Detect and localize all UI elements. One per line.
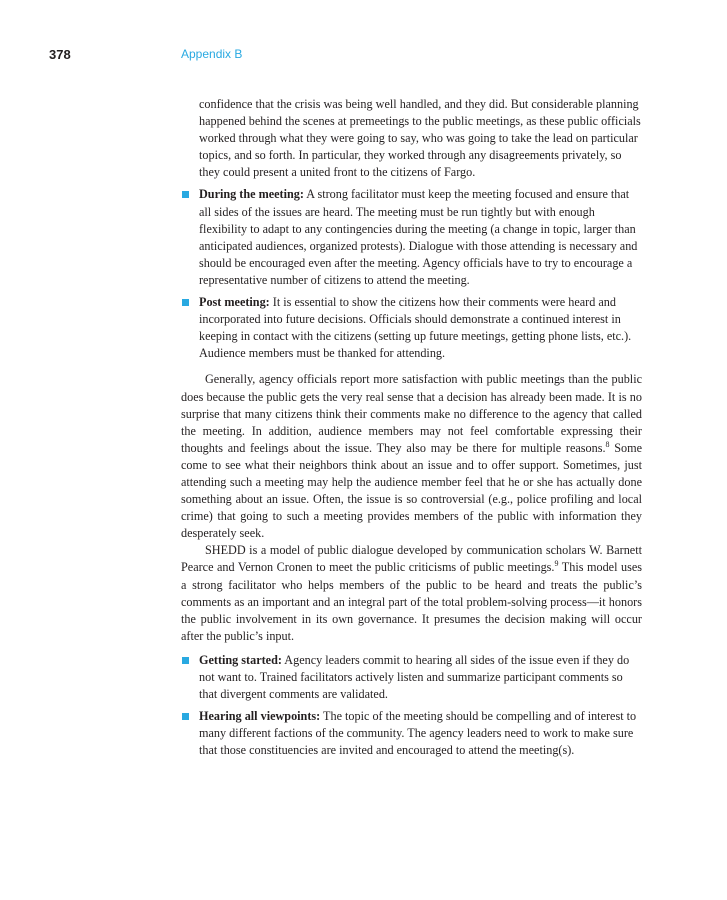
page-body [181, 96, 642, 759]
meeting-phase-list [181, 186, 642, 362]
list-item-lead: During the meeting: [199, 187, 304, 202]
page-header [0, 47, 727, 67]
square-bullet-icon [182, 299, 189, 306]
running-head: Appendix B [181, 47, 243, 61]
square-bullet-icon [182, 191, 189, 198]
paragraph-text: Generally, agency officials report more satisfaction with public meetings than the public does because the public gets the very real sense that a decision has already been made. It is no surprise that many citizens think their comments make no difference to the agency that called the meeting. In addition, audience members may not feel comfortable expressing their thoughts and feelings about the issue. They also may be there for multiple reasons. [181, 372, 642, 455]
list-item-getting-started [181, 652, 642, 703]
list-item-hearing-viewpoints [181, 708, 642, 759]
square-bullet-icon [182, 713, 189, 720]
list-item-lead: Post meeting: [199, 295, 270, 310]
list-item-text: It is essential to show the citizens how their comments were heard and incorporated into future decisions. Officials should demonstrate a continued interest in keeping in contact with the citizens (setting up future meetings, getting phone lists, etc.). Audience members must be thanked for attending. [199, 295, 632, 361]
page-number: 378 [49, 47, 71, 62]
continued-paragraph: confidence that the crisis was being well handled, and they did. But considerable planning happened behind the scenes at premeetings to the public meetings, as these public officials worked through what they were going to say, who was going to take the lead on particular topics, and so forth. In particular, they worked through any disagreements privately, so they could present a united front to the citizens of Fargo. [199, 97, 641, 180]
list-item-during-meeting [181, 186, 642, 289]
paragraph-text: This model uses a strong facilitator who helps members of the public to be heard and treats the public’s comments as an important and an integral part of the total problem-solving process—it honors the public involvement in its own governance. It presumes the decision making will occur after the public’s input. [181, 560, 642, 643]
list-item-lead: Hearing all viewpoints: [199, 709, 321, 724]
list-item-lead: Getting started: [199, 652, 282, 667]
footnote-marker: 9 [554, 559, 559, 569]
list-item-text: The topic of the meeting should be compelling and of interest to many different factions of the community. The agency leaders need to work to make sure that those constituencies are invited and encouraged to attend the meeting(s). [199, 709, 637, 758]
paragraph-text: Some come to see what their neighbors think about an issue and to offer support. Sometimes, just attending such a meeting may help the audience member feel that he or she has actually done something about an issue. Often, the issue is so controversial (e.g., police profiling and local crime) that going to such a meeting provides members of the public with information they desperately seek. [181, 440, 643, 541]
paragraph-general [181, 371, 642, 542]
footnote-marker: 8 [605, 439, 610, 449]
paragraph-shedd [181, 542, 642, 645]
list-item-text: A strong facilitator must keep the meeting focused and ensure that all sides of the issues are heard. The meeting must be run tightly but with enough flexibility to adapt to any contingencies during the meeting (a change in topic, larger than anticipated audiences, organized protests). Dialogue with those attending is necessary and should be encouraged even after the meeting. Agency officials have to try to encourage a representative number of citizens to attend the meeting. [199, 187, 638, 287]
paragraph-text: SHEDD is a model of public dialogue developed by communication scholars W. Barnett Pearce and Vernon Cronen to meet the public criticisms of public meetings. [181, 543, 642, 575]
square-bullet-icon [182, 657, 189, 664]
list-item-post-meeting [181, 294, 642, 362]
list-item-text: Agency leaders commit to hearing all sides of the issue even if they do not want to. Trained facilitators actively listen and summarize participant comments so that divergent comments are validated. [199, 652, 630, 702]
shedd-step-list [181, 652, 642, 760]
